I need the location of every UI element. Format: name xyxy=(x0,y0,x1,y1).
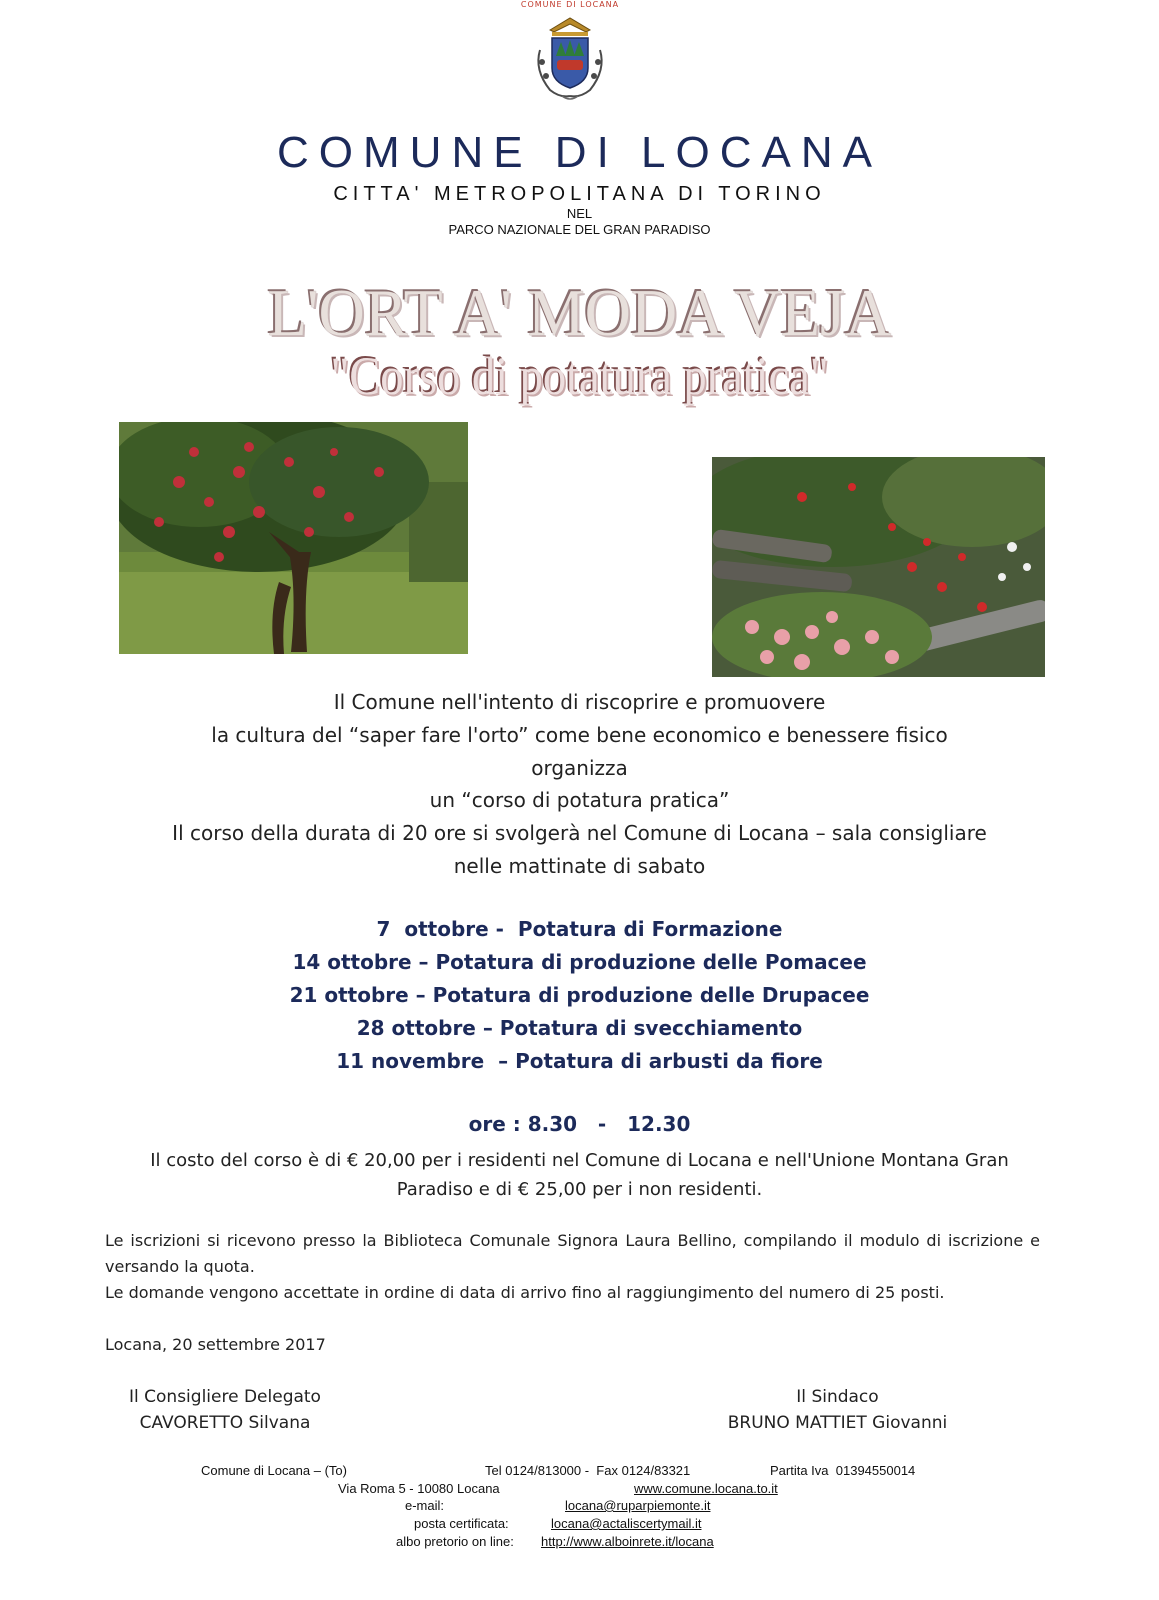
footer-vat: Partita Iva 01394550014 xyxy=(770,1463,916,1478)
footer-albo-label: albo pretorio on line: xyxy=(396,1534,514,1549)
footer-pec-link[interactable]: locana@actaliscertymail.it xyxy=(551,1516,702,1531)
footer-email-link[interactable]: locana@ruparpiemonte.it xyxy=(565,1498,711,1513)
intro-line: la cultura del “saper fare l'orto” come bene economico e benessere fisico xyxy=(211,722,948,747)
intro-line: un “corso di potatura pratica” xyxy=(429,788,730,813)
cost-line: Il costo del corso è di € 20,00 per i residenti nel Comune di Locana e nell'Unione Montana Gran xyxy=(150,1150,1009,1171)
intro-text xyxy=(0,686,1159,883)
course-schedule xyxy=(0,913,1159,1078)
footer-address: Via Roma 5 - 10080 Locana xyxy=(338,1481,500,1496)
intro-line: Il corso della durata di 20 ore si svolgerà nel Comune di Locana – sala consigliare xyxy=(172,821,987,846)
signature-name: CAVORETTO Silvana xyxy=(139,1413,311,1433)
schedule-item: 14 ottobre – Potatura di produzione delle Pomacee xyxy=(292,950,867,974)
footer-albo-link[interactable]: http://www.alboinrete.it/locana xyxy=(541,1534,714,1549)
signature-name: BRUNO MATTIET Giovanni xyxy=(727,1413,948,1433)
course-cost xyxy=(0,1146,1159,1204)
schedule-item: 11 novembre – Potatura di arbusti da fiore xyxy=(336,1049,823,1073)
footer-pec-label: posta certificata: xyxy=(414,1516,509,1531)
page-subtitle: CITTA' METROPOLITANA DI TORINO xyxy=(333,183,826,205)
event-subtitle: "Corso di potatura pratica" xyxy=(330,346,829,406)
intro-line: organizza xyxy=(531,755,628,780)
header-line-nel: NEL xyxy=(566,206,593,221)
footer-office: Comune di Locana – (To) xyxy=(201,1463,347,1478)
page-title: COMUNE DI LOCANA xyxy=(277,128,882,177)
schedule-item: 28 ottobre – Potatura di svecchiamento xyxy=(356,1016,803,1040)
header-line-parco: PARCO NAZIONALE DEL GRAN PARADISO xyxy=(448,222,711,237)
footer-phone: Tel 0124/813000 - Fax 0124/83321 xyxy=(485,1463,691,1478)
footer-website-link[interactable]: www.comune.locana.to.it xyxy=(634,1481,778,1496)
cost-line: Paradiso e di € 25,00 per i non residenti. xyxy=(396,1179,763,1200)
event-title: L'ORT A' MODA VEJA xyxy=(267,275,892,350)
enrollment-text: Le iscrizioni si ricevono presso la Biblioteca Comunale Signora Laura Bellino, compilando il modulo di iscrizione e versando la quota. xyxy=(105,1231,1040,1276)
date-line: Locana, 20 settembre 2017 xyxy=(105,1335,326,1354)
signature-role: Il Consigliere Delegato xyxy=(129,1387,321,1407)
municipal-crest-icon xyxy=(520,10,620,105)
course-hours: ore : 8.30 - 12.30 xyxy=(468,1112,691,1136)
schedule-item: 7 ottobre - Potatura di Formazione xyxy=(376,917,783,941)
signature-councillor xyxy=(100,1384,350,1436)
signature-mayor xyxy=(700,1384,975,1436)
acceptance-text: Le domande vengono accettate in ordine di data di arrivo fino al raggiungimento del numero di 25 posti. xyxy=(105,1283,945,1302)
intro-line: nelle mattinate di sabato xyxy=(453,853,706,878)
schedule-item: 21 ottobre – Potatura di produzione delle Drupacee xyxy=(289,983,870,1007)
intro-line: Il Comune nell'intento di riscoprire e promuovere xyxy=(333,690,826,714)
flower-garden-photo xyxy=(712,457,1045,677)
footer-email-label: e-mail: xyxy=(405,1498,445,1513)
apple-tree-photo xyxy=(119,422,468,654)
signature-role: Il Sindaco xyxy=(796,1387,879,1407)
crest-caption: COMUNE DI LOCANA xyxy=(520,0,620,9)
